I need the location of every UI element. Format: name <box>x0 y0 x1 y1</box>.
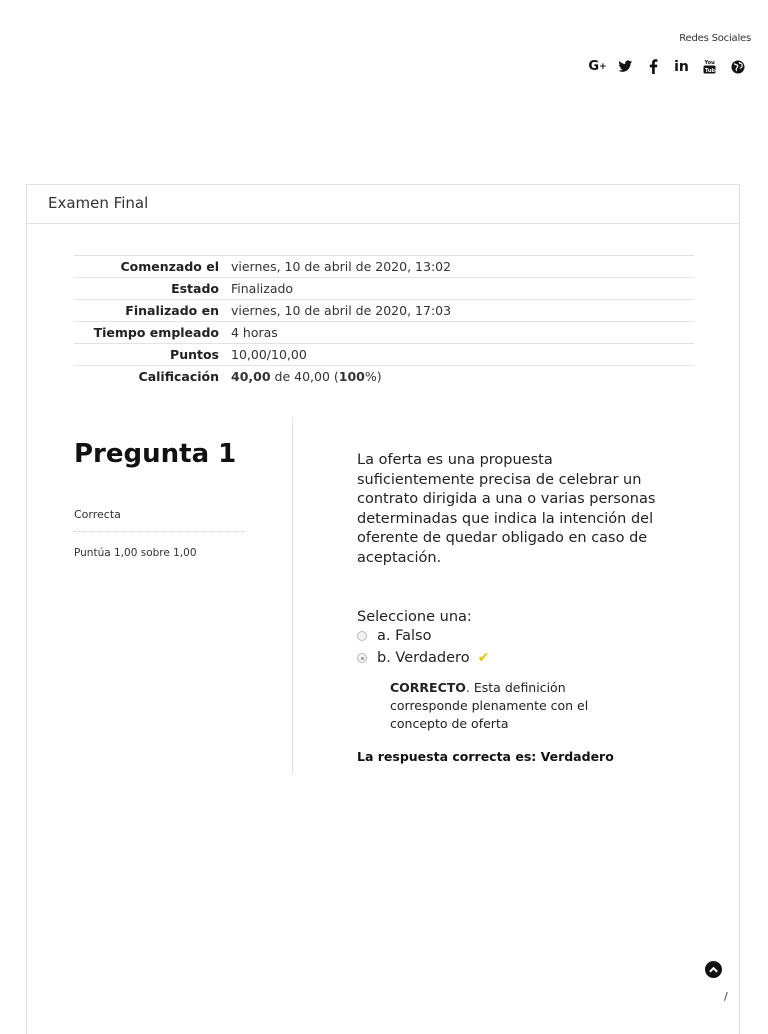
globe-icon[interactable] <box>729 58 746 75</box>
back-to-top-button[interactable] <box>705 961 722 978</box>
table-row <box>74 344 694 366</box>
question-grade: Puntúa 1,00 sobre 1,00 <box>74 547 197 559</box>
summary-value: 10,00/10,00 <box>231 344 694 366</box>
social-icons <box>589 58 746 75</box>
google-plus-icon[interactable]: G + <box>588 59 607 74</box>
svg-text:Tube: Tube <box>705 67 719 74</box>
option-b-radio[interactable] <box>357 653 367 663</box>
exam-card <box>26 184 740 1034</box>
answer-feedback <box>390 679 630 733</box>
table-row <box>74 322 694 344</box>
option-a[interactable] <box>357 628 431 644</box>
summary-label: Comenzado el <box>74 256 231 278</box>
summary-value: Finalizado <box>231 278 694 300</box>
summary-value: 4 horas <box>231 322 694 344</box>
summary-value: viernes, 10 de abril de 2020, 13:02 <box>231 256 694 278</box>
feedback-text: . Esta definición corresponde plenamente con el concepto de oferta <box>390 680 589 731</box>
linkedin-icon[interactable]: in <box>674 58 689 75</box>
question-state: Correcta <box>74 508 244 532</box>
question-title: Pregunta 1 <box>74 439 237 469</box>
table-row <box>74 300 694 322</box>
youtube-icon[interactable] <box>701 58 718 75</box>
feedback-status: CORRECTO <box>390 680 466 695</box>
summary-label: Puntos <box>74 344 231 366</box>
question-text: La oferta es una propuesta suficientemente precisa de celebrar un contrato dirigida a una o varias personas determinadas que indica la intención del oferente de quedar obligado en caso de aceptación. <box>357 452 656 566</box>
summary-label: Calificación <box>74 366 231 388</box>
option-a-radio[interactable] <box>357 631 367 641</box>
grade-close: %) <box>364 369 382 384</box>
footer-mark: / <box>724 990 728 1003</box>
option-b-label: b. Verdadero <box>377 650 470 666</box>
social-title: Redes Sociales <box>679 33 751 44</box>
summary-label: Estado <box>74 278 231 300</box>
table-row <box>74 278 694 300</box>
summary-label: Tiempo empleado <box>74 322 231 344</box>
attempt-summary-table <box>74 255 694 387</box>
option-a-label: a. Falso <box>377 628 432 644</box>
card-title: Examen Final <box>27 185 739 224</box>
grade-percent: 100 <box>338 369 365 384</box>
chevron-up-icon <box>709 966 718 973</box>
grade-of: de 40,00 ( <box>270 369 339 384</box>
right-answer: La respuesta correcta es: Verdadero <box>357 749 614 764</box>
summary-label: Finalizado en <box>74 300 231 322</box>
facebook-icon[interactable] <box>645 58 662 75</box>
table-row <box>74 256 694 278</box>
table-row <box>74 366 694 388</box>
grade-score: 40,00 <box>231 369 271 384</box>
grade-value <box>231 366 694 388</box>
checkmark-icon: ✔ <box>477 650 490 666</box>
twitter-icon[interactable] <box>617 58 634 75</box>
option-b[interactable] <box>357 650 489 666</box>
question-info-panel <box>74 417 293 774</box>
summary-value: viernes, 10 de abril de 2020, 17:03 <box>231 300 694 322</box>
answer-prompt: Seleccione una: <box>357 609 472 625</box>
svg-text:You: You <box>704 60 715 66</box>
